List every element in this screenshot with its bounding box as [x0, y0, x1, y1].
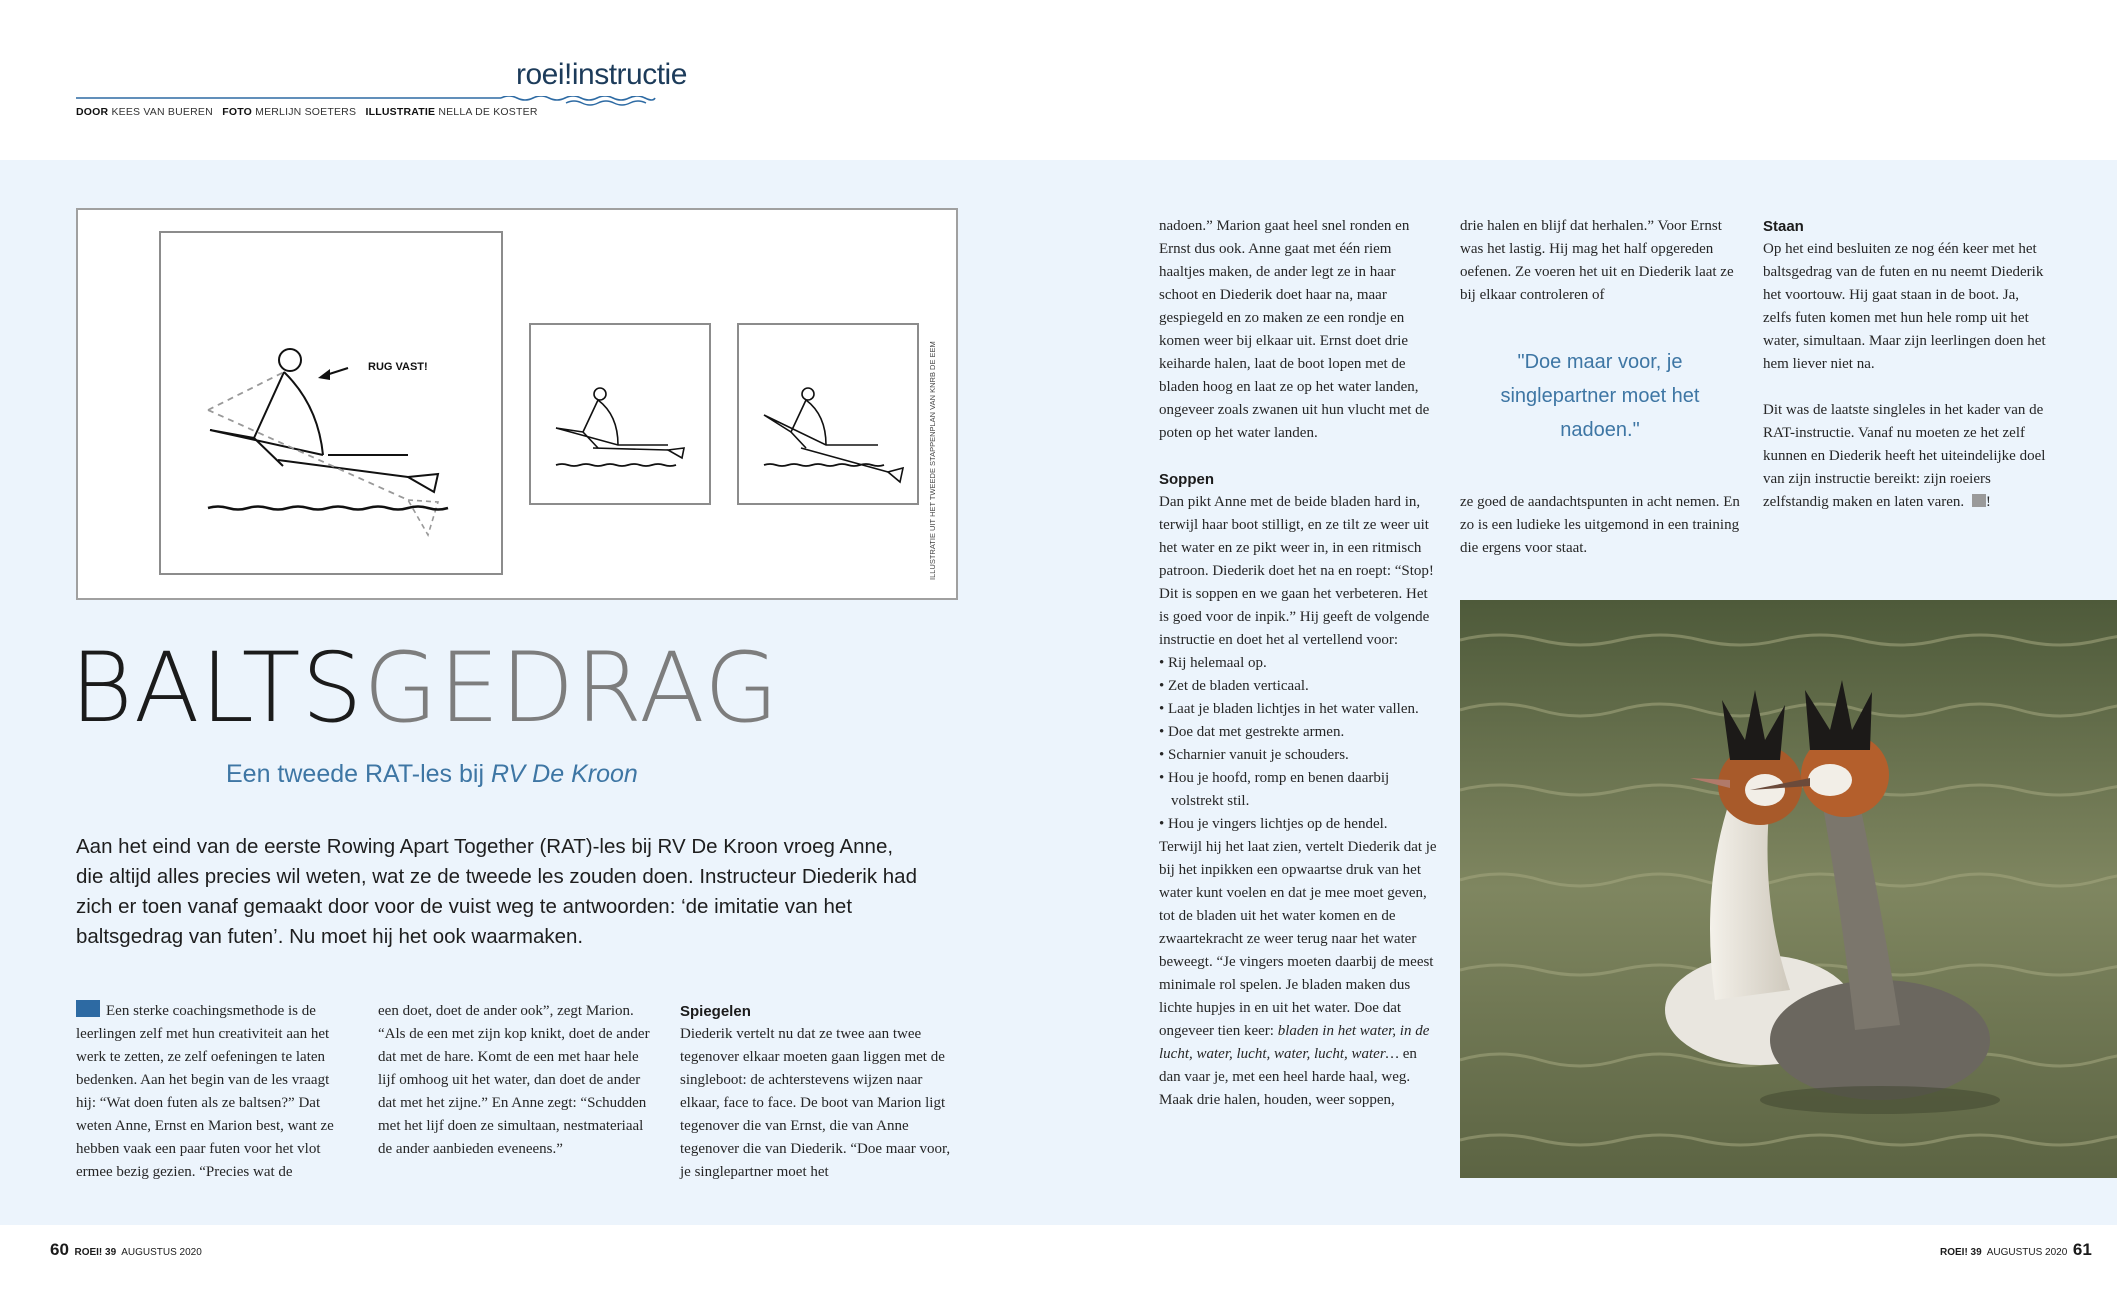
- subheading-staan: Staan: [1763, 218, 1804, 235]
- subheading-soppen: Soppen: [1159, 471, 1214, 488]
- body-text: ze goed de aandachtspunten in acht nemen. En zo is een ludieke les uitgemond in een training die ergens voor staat.: [1460, 494, 1740, 556]
- intro-paragraph: Aan het eind van de eerste Rowing Apart Together (RAT)-les bij RV De Kroon vroeg Anne, die altijd alles precies wil weten, wat ze de tweede les zouden doen. Instructeur Diederik had zich er toen vanaf gemaakt door voor de vuist weg te antwoorden: ‘de imitatie van het baltsgedrag van futen’. Nu moet hij het ook waarmaken.: [76, 835, 917, 948]
- end-mark-text: !: [1985, 494, 1991, 510]
- body-italic: bladen in het water, in de lucht, water, lucht, water, lucht, water…: [1159, 1023, 1430, 1062]
- page-header: [0, 0, 2117, 160]
- body-column-5-top: [1460, 215, 1740, 307]
- body-column-1: [76, 1000, 351, 1184]
- magazine-name: ROEI! 39: [74, 1247, 117, 1258]
- article-subtitle: [226, 760, 638, 789]
- issue-date: AUGUSTUS 2020: [1986, 1247, 2068, 1258]
- body-text: Diederik vertelt nu dat ze twee aan twee tegenover elkaar moeten gaan liggen met de singleboot: de achterstevens wijzen naar elkaar, face to face. De boot van Marion ligt tegenover die van Ernst, die van Anne tegenover die van Diederik. “Doe maar voor, je singlepartner moet het: [680, 1026, 951, 1180]
- body-column-5-bottom: [1460, 491, 1740, 560]
- page-number: 61: [2072, 1240, 2092, 1259]
- body-text: en dan vaar je, met een heel harde haal, weg. Maak drie halen, houden, weer soppen,: [1159, 1046, 1417, 1108]
- credit-role: FOTO: [222, 106, 252, 118]
- section-label: roei!instructie: [516, 58, 687, 91]
- credit-role: DOOR: [76, 106, 109, 118]
- credit-name: NELLA DE KOSTER: [438, 106, 538, 118]
- page-footer: [0, 1225, 2117, 1310]
- body-column-4: [1159, 215, 1437, 1112]
- body-column-3: [680, 1000, 962, 1184]
- list-item: • Laat je bladen lichtjes in het water vallen.: [1159, 701, 1419, 717]
- folio-left: [50, 1240, 202, 1260]
- issue-date: AUGUSTUS 2020: [121, 1247, 202, 1258]
- body-text: Dan pikt Anne met de beide bladen hard in, terwijl haar boot stilligt, en ze tilt ze weer uit het water en ze pikt weer in, in een ritmisch patroon. Diederik doet het na en roept: “Stop! Dit is soppen en we gaan het verbeteren. Het is goed voor de inpik.” Hij geeft de volgende instructie en doet het al vertellend voor:: [1159, 494, 1434, 648]
- list-item: • Rij helemaal op.: [1159, 655, 1267, 671]
- instruction-list: [1159, 652, 1437, 836]
- body-text: Een sterke coachingsmethode is de leerlingen zelf met hun creativiteit aan het werk te zetten, ze zelf oefeningen te laten bedenken. Aan het begin van de les vraagt hij: “Wat doen futen als ze baltsen?” Dat weten Anne, Ernst en Marion best, want ze hebben vaak een paar futen voor het vlot ermee bezig gezien. “Precies wat de: [76, 1003, 334, 1180]
- rowing-illustration: [76, 208, 958, 600]
- body-column-6: [1763, 215, 2048, 514]
- body-text: nadoen.” Marion gaat heel snel ronden en Ernst dus ook. Anne gaat met één riem haaltjes maken, de ander legt ze in haar schoot en Diederik doet haar na, maar gespiegeld en zo maken ze een rondje en komen weer bij elkaar uit. Ernst doet drie keiharde halen, laat de boot lopen met de bladen hoog en laat ze op het water landen, ongeveer zoals zwanen uit hun vlucht met de poten op het water landen.: [1159, 218, 1430, 441]
- subtitle-italic: RV De Kroon: [490, 760, 638, 788]
- subtitle-text: Een tweede RAT-les bij: [226, 760, 484, 788]
- end-mark-icon: [1972, 494, 1986, 507]
- body-text: drie halen en blijf dat herhalen.” Voor Ernst was het lastig. Hij mag het half opgereden oefenen. Ze voeren het uit en Diederik laat ze bij elkaar controleren of: [1460, 218, 1734, 303]
- credit-name: KEES VAN BUEREN: [111, 106, 213, 118]
- title-part-light: GEDRAG: [363, 632, 780, 744]
- wave-logo-icon: [76, 1000, 100, 1017]
- body-text: Dit was de laatste singleles in het kader van de RAT-instructie. Vanaf nu moeten ze het zelf kunnen en Diederik heeft het uiteindelijke doel van zijn instructie bereikt: zijn roeiers zelfstandig maken en laten varen.: [1763, 402, 2046, 510]
- magazine-name: ROEI! 39: [1940, 1247, 1982, 1258]
- list-item: • Scharnier vanuit je schouders.: [1159, 747, 1349, 763]
- pull-quote: "Doe maar voor, je singlepartner moet het nadoen.": [1500, 351, 1700, 441]
- list-item: • Hou je hoofd, romp en benen daarbij volstrekt stil.: [1159, 770, 1390, 809]
- body-text: Op het eind besluiten ze nog één keer met het baltsgedrag van de futen en nu neemt Diederik het voortouw. Hij gaat staan in de boot. Ja, zelfs futen komen met hun hele romp uit het water, simultaan. Maar zijn leerlingen doen het hem liever niet na.: [1763, 241, 2046, 372]
- body-text: een doet, doet de ander ook”, zegt Marion. “Als de een met zijn kop knikt, doet de ander dat met de hare. Komt de een met haar hele lijf omhoog uit het water, dan doet de ander dat met het zijne.” En Anne zegt: “Schudden met het lijf doen ze simultaan, nestmateriaal de ander aanbieden eveneens.”: [378, 1003, 650, 1157]
- folio-right: [1940, 1240, 2092, 1260]
- byline: [76, 106, 538, 118]
- article-title: [70, 632, 780, 744]
- page-number: 60: [50, 1240, 69, 1259]
- credit-role: ILLUSTRATIE: [365, 106, 436, 118]
- callout-label: RUG VAST!: [368, 361, 428, 373]
- credit-name: MERLIJN SOETERS: [255, 106, 357, 118]
- list-item: • Hou je vingers lichtjes op de hendel.: [1159, 816, 1388, 832]
- body-text: Terwijl hij het laat zien, vertelt Diederik dat je bij het inpikken een opwaartse druk van het water kunt voelen en dat je mee moet geven, tot de bladen uit het water komen en de zwaartekracht ze weer terug naar het water beweegt. “Je vingers moeten daarbij de meest minimale rol spelen. Je bladen maken dus lichte hupjes in en uit het water. Doe dat ongeveer tien keer:: [1159, 839, 1437, 1039]
- list-item: • Zet de bladen verticaal.: [1159, 678, 1309, 694]
- body-column-2: [378, 1000, 656, 1161]
- subheading-spiegelen: Spiegelen: [680, 1003, 751, 1020]
- list-item: • Doe dat met gestrekte armen.: [1159, 724, 1345, 740]
- illustration-credit-text: ILLUSTRATIE UIT HET TWEEDE STAPPENPLAN VAN KNRB DE EEM: [928, 341, 937, 580]
- grebes-photo: [1460, 600, 2117, 1178]
- title-part-dark: BALTS: [70, 632, 364, 744]
